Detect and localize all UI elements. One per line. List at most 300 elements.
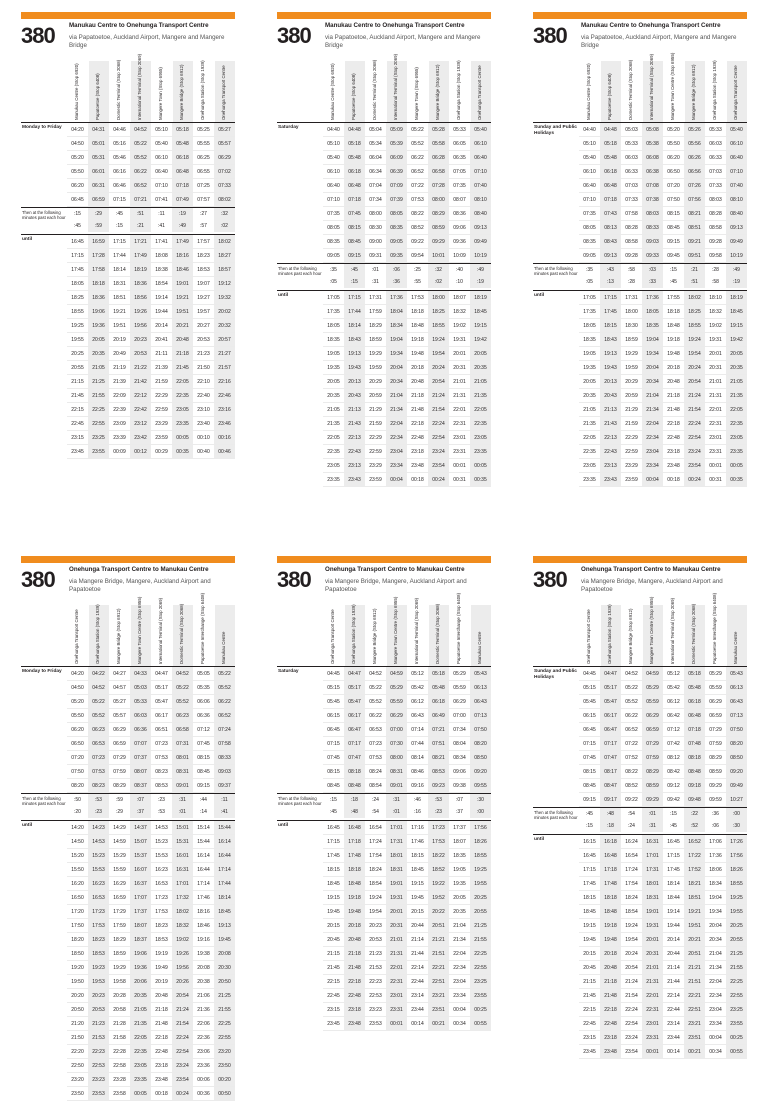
time-cell: 20:08 <box>214 947 235 960</box>
time-cell: :36 <box>712 811 719 817</box>
time-row <box>323 835 491 849</box>
time-cell: 07:49 <box>172 193 193 206</box>
time-cell: 20:50 <box>214 975 235 988</box>
time-cell: 06:40 <box>583 183 596 189</box>
time-cell: 07:53 <box>155 755 168 761</box>
time-row <box>67 1003 235 1017</box>
time-cell: 05:10 <box>583 141 596 147</box>
time-row <box>323 137 491 151</box>
time-cell: 05:48 <box>344 151 365 164</box>
time-cell: 06:12 <box>667 699 680 705</box>
time-cell: 06:33 <box>709 155 722 161</box>
time-cell: 09:15 <box>583 797 596 803</box>
time-cell: 09:33 <box>642 249 663 262</box>
time-cell: 18:46 <box>172 263 193 276</box>
time-row <box>323 681 491 695</box>
time-cell: 19:59 <box>625 365 638 371</box>
stop-header <box>600 605 621 666</box>
time-cell: 23:01 <box>386 989 407 1002</box>
time-cell: 21:31 <box>453 393 466 399</box>
time-cell: 09:49 <box>470 235 491 248</box>
time-cell: 22:31 <box>386 975 407 988</box>
time-cell: 08:15 <box>667 211 680 217</box>
time-cell: 20:23 <box>130 333 151 346</box>
stop-name: Mangere Town Centre (Stop 6955) <box>137 596 142 664</box>
time-cell: 17:05 <box>327 295 340 301</box>
time-cell: 06:45 <box>327 727 340 733</box>
time-row <box>579 151 747 165</box>
time-cell: 07:47 <box>600 751 621 764</box>
time-cell: 06:22 <box>130 165 151 178</box>
time-cell: 19:31 <box>453 337 466 343</box>
time-cell: 19:02 <box>453 323 466 329</box>
time-cell: 17:15 <box>327 839 340 845</box>
time-cell: 21:55 <box>214 1003 235 1016</box>
stop-name: Mangere Bridge (Stop 6912) <box>116 608 121 664</box>
time-cell: 19:01 <box>172 277 193 290</box>
time-cell: 15:53 <box>155 853 168 859</box>
time-cell: 07:22 <box>411 183 424 189</box>
time-cell: 00:12 <box>130 445 151 458</box>
time-cell: 00:31 <box>453 477 466 483</box>
time-cell: 15:23 <box>155 839 168 845</box>
time-row <box>67 179 235 193</box>
time-rows <box>323 264 491 288</box>
time-cell: 22:53 <box>88 1059 109 1072</box>
time-cell: :00 <box>726 808 747 820</box>
time-cell: 19:15 <box>726 319 747 332</box>
time-cell: 09:05 <box>386 235 407 248</box>
time-cell: 05:20 <box>71 155 84 161</box>
time-cell: :28 <box>628 279 635 285</box>
time-cell: 07:48 <box>684 737 705 750</box>
stop-header <box>172 61 193 122</box>
time-cell: 08:40 <box>470 207 491 220</box>
time-cell: 18:14 <box>113 267 126 273</box>
stop-name: International Terminal (Stop 2069) <box>414 597 419 664</box>
time-cell: 08:36 <box>453 211 466 217</box>
time-cell: 21:59 <box>369 421 382 427</box>
time-cell: 07:50 <box>667 197 680 203</box>
time-row <box>323 264 491 276</box>
stop-name: Onehunga Transport Centre <box>477 65 482 120</box>
time-cell: 05:09 <box>386 123 407 136</box>
time-cell: 23:05 <box>583 463 596 469</box>
time-cell: 22:04 <box>386 417 407 430</box>
time-cell: 07:57 <box>197 197 210 203</box>
time-cell: 21:24 <box>428 389 449 402</box>
time-cell: 00:24 <box>684 473 705 486</box>
late-section <box>533 834 747 1059</box>
time-cell: 17:31 <box>625 295 638 301</box>
time-cell: 16:20 <box>71 881 84 887</box>
time-cell: 04:47 <box>155 671 168 677</box>
time-cell: 22:15 <box>583 1007 596 1013</box>
timetable-panel <box>533 556 747 1055</box>
time-row <box>323 806 491 818</box>
time-cell: 18:14 <box>344 319 365 332</box>
until-label: until <box>22 823 33 828</box>
time-cell: 06:59 <box>642 723 663 736</box>
stop-header <box>705 61 726 122</box>
time-row <box>579 333 747 347</box>
time-cell: 17:56 <box>726 849 747 862</box>
time-cell: 19:16 <box>197 937 210 943</box>
time-rows <box>323 821 491 1031</box>
stop-header <box>449 61 470 122</box>
time-cell: 10:01 <box>428 249 449 262</box>
time-cell: 00:20 <box>214 1073 235 1086</box>
time-cell: :29 <box>116 809 123 815</box>
stop-name: Domestic Terminal (Stop 2068) <box>691 603 696 664</box>
time-cell: 21:01 <box>386 933 407 946</box>
time-cell: 23:44 <box>411 1007 424 1013</box>
time-cell: :31 <box>642 820 663 832</box>
time-cell: 00:25 <box>470 1003 491 1016</box>
stop-headers <box>323 53 491 122</box>
time-cell: 22:13 <box>344 431 365 444</box>
time-cell: 22:34 <box>386 431 407 444</box>
time-cell: :15 <box>330 797 337 803</box>
time-cell: 15:53 <box>88 863 109 876</box>
time-row <box>67 975 235 989</box>
time-cell: 05:50 <box>71 169 84 175</box>
time-cell: 22:06 <box>197 1021 210 1027</box>
stop-header <box>470 61 491 122</box>
late-section <box>277 820 491 1031</box>
time-cell: 20:19 <box>113 337 126 343</box>
time-row <box>323 794 491 806</box>
time-cell: 17:59 <box>369 309 382 315</box>
time-cell: 04:31 <box>88 123 109 136</box>
time-cell: 08:18 <box>684 751 705 764</box>
time-cell: 19:56 <box>172 961 193 974</box>
time-row <box>323 751 491 765</box>
time-cell: 17:31 <box>642 863 663 876</box>
day-label: Saturday <box>278 125 299 130</box>
time-cell: 20:18 <box>344 919 365 932</box>
time-cell: 05:52 <box>625 699 638 705</box>
time-cell: 05:52 <box>369 699 382 705</box>
time-cell: 22:25 <box>726 975 747 988</box>
time-cell: 09:06 <box>453 225 466 231</box>
time-cell: 21:25 <box>214 989 235 1002</box>
time-cell: 08:20 <box>71 783 84 789</box>
time-cell: 17:15 <box>71 253 84 259</box>
time-cell: 04:20 <box>71 671 84 677</box>
time-cell: 18:02 <box>684 291 705 304</box>
time-cell: 17:06 <box>709 839 722 845</box>
time-cell: 23:53 <box>88 1087 109 1100</box>
accent-bar <box>533 12 747 19</box>
time-row <box>67 989 235 1003</box>
time-cell: 00:05 <box>130 1087 151 1100</box>
time-cell: 20:41 <box>155 337 168 343</box>
time-cell: 17:20 <box>71 909 84 915</box>
time-row <box>67 835 235 849</box>
time-cell: :11 <box>214 794 235 806</box>
time-cell: 18:30 <box>625 323 638 329</box>
time-cell: 22:45 <box>71 421 84 427</box>
time-row <box>67 751 235 765</box>
time-cell: 20:54 <box>625 965 638 971</box>
time-cell: 20:54 <box>172 989 193 1002</box>
time-row <box>67 1031 235 1045</box>
timetable-panel <box>277 556 491 1031</box>
time-cell: 23:13 <box>344 459 365 472</box>
time-cell: 07:38 <box>642 193 663 206</box>
time-cell: 00:55 <box>726 1045 747 1058</box>
time-cell: 20:18 <box>667 365 680 371</box>
time-cell: 06:20 <box>71 183 84 189</box>
time-cell: 06:18 <box>172 151 193 164</box>
early-section <box>21 666 235 793</box>
time-cell: 00:04 <box>642 473 663 486</box>
time-cell: 22:05 <box>726 403 747 416</box>
time-cell: 19:18 <box>411 337 424 343</box>
time-cell: 18:23 <box>88 933 109 946</box>
time-cell: :41 <box>214 806 235 818</box>
time-cell: 23:04 <box>386 445 407 458</box>
stop-header <box>621 61 642 122</box>
time-cell: 18:15 <box>600 319 621 332</box>
time-cell: :53 <box>88 794 109 806</box>
time-cell: 23:35 <box>470 445 491 458</box>
until-label: until <box>22 237 33 242</box>
time-cell: 17:44 <box>113 253 126 259</box>
time-cell: 17:36 <box>709 853 722 859</box>
time-cell: 22:58 <box>113 1063 126 1069</box>
time-cell: :16 <box>414 809 421 815</box>
time-cell: 16:18 <box>600 835 621 848</box>
time-cell: 08:07 <box>453 197 466 203</box>
time-row <box>67 1059 235 1073</box>
stop-name: Onehunga Transport Centre <box>586 609 591 664</box>
time-cell: 08:15 <box>583 769 596 775</box>
time-cell: 04:59 <box>386 667 407 680</box>
time-cell: :23 <box>158 797 165 803</box>
time-cell: 18:07 <box>453 839 466 845</box>
time-cell: 21:55 <box>88 389 109 402</box>
time-cell: 19:01 <box>386 877 407 890</box>
time-cell: 05:38 <box>642 137 663 150</box>
time-cell: 17:24 <box>625 867 638 873</box>
time-cell: 23:23 <box>88 1073 109 1086</box>
time-cell: 19:59 <box>369 365 382 371</box>
time-cell: 00:34 <box>709 1049 722 1055</box>
time-cell: :25 <box>414 267 421 273</box>
time-cell: :31 <box>372 279 379 285</box>
time-cell: 20:08 <box>197 965 210 971</box>
time-cell: 18:50 <box>71 951 84 957</box>
time-row <box>579 319 747 333</box>
time-cell: 21:57 <box>214 361 235 374</box>
timetable-panel <box>277 12 491 487</box>
time-cell: 18:02 <box>214 235 235 248</box>
time-cell: 05:59 <box>386 695 407 708</box>
time-cell: 08:21 <box>684 207 705 220</box>
day-label: Monday to Friday <box>22 125 62 130</box>
time-cell: 09:45 <box>667 253 680 259</box>
time-cell: 04:48 <box>600 123 621 136</box>
time-cell: 18:48 <box>344 877 365 890</box>
time-cell: :24 <box>628 823 635 829</box>
time-row <box>67 794 235 806</box>
time-cell: 08:59 <box>642 779 663 792</box>
time-cell: 18:45 <box>411 867 424 873</box>
time-cell: 00:29 <box>155 449 168 455</box>
time-cell: 18:14 <box>667 881 680 887</box>
time-cell: 09:28 <box>625 253 638 259</box>
accent-bar <box>21 12 235 19</box>
time-cell: 22:59 <box>625 449 638 455</box>
stop-header <box>726 61 747 122</box>
time-cell: 06:29 <box>113 727 126 733</box>
time-cell: 18:31 <box>642 891 663 904</box>
time-cell: 22:01 <box>386 961 407 974</box>
time-cell: 05:39 <box>386 137 407 150</box>
time-cell: 23:29 <box>155 421 168 427</box>
time-cell: 22:55 <box>726 989 747 1002</box>
time-cell: 23:39 <box>113 435 126 441</box>
time-rows <box>579 291 747 487</box>
time-cell: 23:25 <box>470 975 491 988</box>
time-cell: 18:26 <box>470 835 491 848</box>
time-cell: 20:59 <box>625 393 638 399</box>
time-cell: :54 <box>372 809 379 815</box>
time-row <box>323 919 491 933</box>
time-cell: 20:51 <box>684 947 705 960</box>
time-cell: 23:15 <box>71 435 84 441</box>
time-row <box>323 165 491 179</box>
time-row <box>67 919 235 933</box>
time-cell: 18:19 <box>726 291 747 304</box>
stop-name: Manukau Centre <box>477 631 482 664</box>
time-cell: 20:14 <box>667 937 680 943</box>
time-cell: 08:48 <box>684 765 705 778</box>
time-cell: :50 <box>74 797 81 803</box>
time-cell: 20:59 <box>369 393 382 399</box>
time-cell: 23:34 <box>386 459 407 472</box>
time-cell: 23:44 <box>667 1035 680 1041</box>
time-cell: 06:38 <box>642 165 663 178</box>
time-cell: 00:01 <box>642 1045 663 1058</box>
time-cell: 08:35 <box>386 221 407 234</box>
time-cell: 21:39 <box>155 365 168 371</box>
time-row <box>67 905 235 919</box>
time-cell: 16:53 <box>155 881 168 887</box>
time-row <box>67 1087 235 1101</box>
time-cell: :36 <box>386 276 407 288</box>
time-cell: 05:29 <box>386 681 407 694</box>
time-cell: 06:59 <box>709 713 722 719</box>
route-number: 380 <box>277 23 311 48</box>
time-cell: 05:22 <box>88 695 109 708</box>
time-row <box>67 165 235 179</box>
time-cell: 07:05 <box>453 169 466 175</box>
time-cell: :49 <box>172 220 193 232</box>
time-cell: 20:24 <box>684 361 705 374</box>
time-cell: 21:01 <box>709 379 722 385</box>
time-cell: 19:22 <box>428 877 449 890</box>
time-cell: 23:54 <box>684 459 705 472</box>
time-row <box>67 1073 235 1087</box>
time-cell: 09:01 <box>386 779 407 792</box>
time-cell: 05:46 <box>113 155 126 161</box>
time-cell: 05:28 <box>428 123 449 136</box>
time-cell: 05:48 <box>172 137 193 150</box>
time-cell: 23:23 <box>369 1007 382 1013</box>
time-cell: 23:05 <box>327 463 340 469</box>
time-cell: 19:51 <box>172 305 193 318</box>
time-cell: 07:51 <box>428 737 449 750</box>
time-cell: 09:06 <box>453 769 466 775</box>
time-cell: 05:33 <box>625 141 638 147</box>
time-cell: 08:15 <box>344 221 365 234</box>
time-row <box>579 1045 747 1059</box>
time-cell: 06:17 <box>344 709 365 722</box>
time-cell: 22:48 <box>155 1049 168 1055</box>
time-cell: 00:04 <box>453 1007 466 1013</box>
time-cell: 06:49 <box>428 709 449 722</box>
time-cell: 08:33 <box>214 751 235 764</box>
time-cell: 17:18 <box>344 835 365 848</box>
time-row <box>579 877 747 891</box>
time-cell: 23:35 <box>172 417 193 430</box>
time-cell: 06:08 <box>642 151 663 164</box>
time-row <box>67 891 235 905</box>
time-row <box>323 319 491 333</box>
time-cell: 20:23 <box>88 989 109 1002</box>
stop-headers <box>67 53 235 122</box>
time-cell: 06:31 <box>88 179 109 192</box>
time-row <box>67 933 235 947</box>
time-cell: 19:18 <box>344 891 365 904</box>
time-cell: 20:32 <box>214 319 235 332</box>
stop-name: Mangere Town Centre (Stop 6955) <box>670 52 675 120</box>
time-cell: 17:46 <box>411 839 424 845</box>
time-cell: 15:44 <box>197 839 210 845</box>
stop-header <box>386 53 407 122</box>
timetable-panel <box>21 12 235 487</box>
route-via: via Mangere Bridge, Mangere, Auckland Airport and Papatoetoe <box>325 578 467 593</box>
time-cell: 08:48 <box>344 779 365 792</box>
time-cell: 23:16 <box>214 403 235 416</box>
time-cell: 05:58 <box>428 137 449 150</box>
time-cell: 18:18 <box>88 277 109 290</box>
time-cell: 23:35 <box>327 477 340 483</box>
time-cell: 21:45 <box>327 965 340 971</box>
time-cell: 06:22 <box>214 695 235 708</box>
time-cell: 22:01 <box>642 989 663 1002</box>
stop-name: International Terminal (Stop 2069) <box>137 53 142 120</box>
time-cell: :52 <box>684 820 705 832</box>
stop-header <box>109 61 130 122</box>
time-cell: :01 <box>642 808 663 820</box>
time-cell: 23:46 <box>214 417 235 430</box>
time-cell: :01 <box>386 806 407 818</box>
time-cell: 21:11 <box>155 351 168 357</box>
time-cell: 20:35 <box>453 909 466 915</box>
time-cell: 21:24 <box>684 389 705 402</box>
time-cell: 06:10 <box>155 155 168 161</box>
time-cell: 08:23 <box>155 769 168 775</box>
time-row <box>67 821 235 835</box>
time-cell: 04:46 <box>113 127 126 133</box>
time-cell: :15 <box>74 211 81 217</box>
time-cell: :48 <box>600 808 621 820</box>
time-cell: 07:35 <box>327 211 340 217</box>
